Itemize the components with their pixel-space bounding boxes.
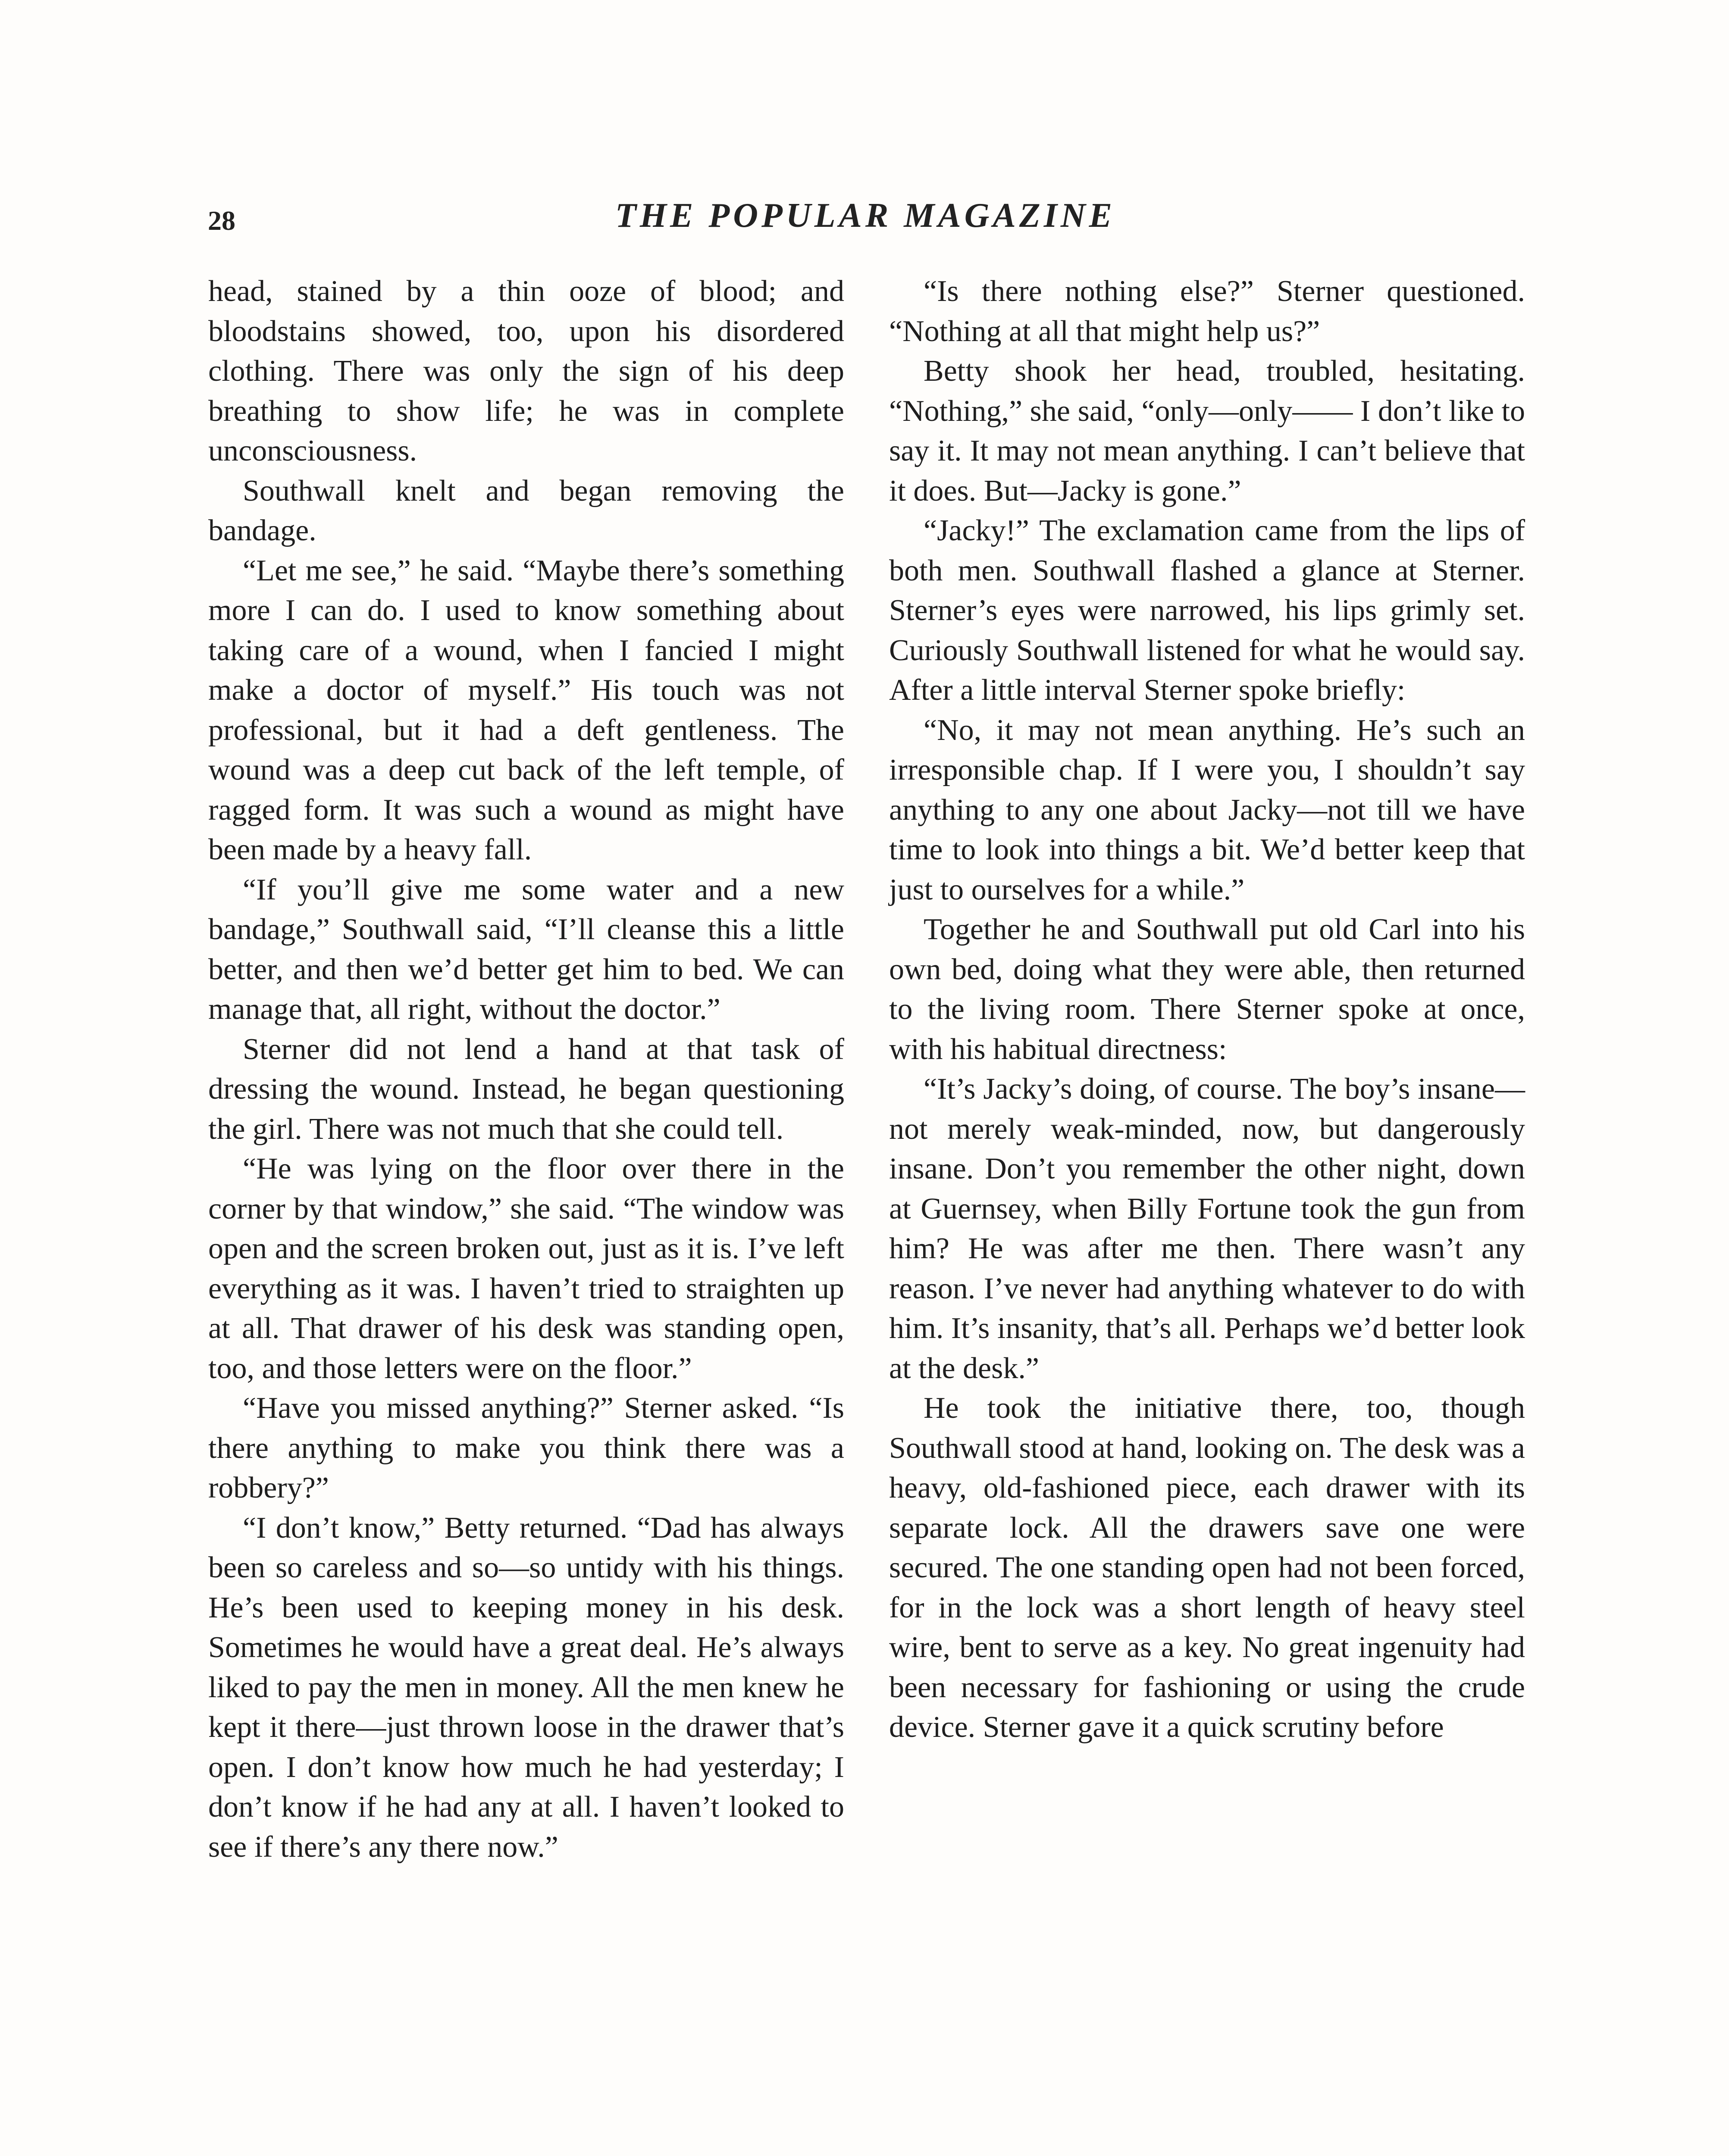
- paragraph: He took the initiative there, too, though Southwall stood at hand, looking on. The desk was a heavy, old-fashioned piece, each drawer with its separate lock. All the drawers save one were secured. The one standing open had not been forced, for in the lock was a short length of heavy steel wire, bent to serve as a key. No great ingenuity had been necessary for fashioning or using the crude device. Sterner gave it a quick scrutiny before: [889, 1391, 1525, 1744]
- paragraph: Together he and Southwall put old Carl into his own bed, doing what they were able, then returned to the living room. There Sterner spoke at once, with his habitual directness:: [889, 913, 1525, 1066]
- paragraph: “It’s Jacky’s doing, of course. The boy’s insane—not merely weak-minded, now, but dangerously insane. Don’t you remember the other night, down at Guernsey, when Billy Fortune took the gun from him? He was after me then. There wasn’t any reason. I’ve never had anything whatever to do with him. It’s insanity, that’s all. Perhaps we’d better look at the desk.”: [889, 1072, 1525, 1385]
- paragraph: Sterner did not lend a hand at that task of dressing the wound. Instead, he began questioning the girl. There was not much that she could tell.: [208, 1032, 844, 1146]
- paragraph: “If you’ll give me some water and a new bandage,” Southwall said, “I’ll cleanse this a little better, and then we’d better get him to bed. We can manage that, all right, without the doctor.”: [208, 873, 844, 1026]
- running-head: THE POPULAR MAGAZINE: [615, 197, 1116, 235]
- page-number: 28: [208, 205, 235, 236]
- paragraph: Betty shook her head, troubled, hesitating. “Nothing,” she said, “only—only—— I don’t like to say it. It may not mean anything. I can’t believe that it does. But—Jacky is gone.”: [889, 354, 1525, 508]
- page-header: [208, 196, 1523, 244]
- right-column: [889, 272, 1525, 1748]
- paragraph: Southwall knelt and began removing the bandage.: [208, 474, 844, 547]
- paragraph: “I don’t know,” Betty returned. “Dad has always been so careless and so—so untidy with his things. He’s been used to keeping money in his desk. Sometimes he would have a great deal. He’s always liked to pay the men in money. All the men knew he kept it there—just thrown loose in the drawer that’s open. I don’t know how much he had yesterday; I don’t know if he had any at all. I haven’t looked to see if there’s any there now.”: [208, 1511, 844, 1864]
- paragraph: “He was lying on the floor over there in the corner by that window,” she said. “The window was open and the screen broken out, just as it is. I’ve left everything as it was. I haven’t tried to straighten up at all. That drawer of his desk was standing open, too, and those letters were on the floor.”: [208, 1152, 844, 1385]
- paragraph: “No, it may not mean anything. He’s such an irresponsible chap. If I were you, I shouldn’t say anything to any one about Jacky—not till we have time to look into things a bit. We’d better keep that just to ourselves for a while.”: [889, 713, 1525, 906]
- paragraph: “Let me see,” he said. “Maybe there’s something more I can do. I used to know something about taking care of a wound, when I fancied I might make a doctor of myself.” His touch was not professional, but it had a deft gentleness. The wound was a deep cut back of the left temple, of ragged form. It was such a wound as might have been made by a heavy fall.: [208, 554, 844, 866]
- paragraph: “Have you missed anything?” Sterner asked. “Is there anything to make you think there was a robbery?”: [208, 1391, 844, 1504]
- paragraph: “Jacky!” The exclamation came from the lips of both men. Southwall flashed a glance at Sterner. Sterner’s eyes were narrowed, his lips grimly set. Curiously Southwall listened for what he would say. After a little interval Sterner spoke briefly:: [889, 514, 1525, 707]
- left-column: [208, 272, 844, 1867]
- paragraph: “Is there nothing else?” Sterner questioned. “Nothing at all that might help us?”: [889, 275, 1525, 348]
- paragraph: head, stained by a thin ooze of blood; and bloodstains showed, too, upon his disordered clothing. There was only the sign of his deep breathing to show life; he was in complete unconsciousness.: [208, 275, 844, 467]
